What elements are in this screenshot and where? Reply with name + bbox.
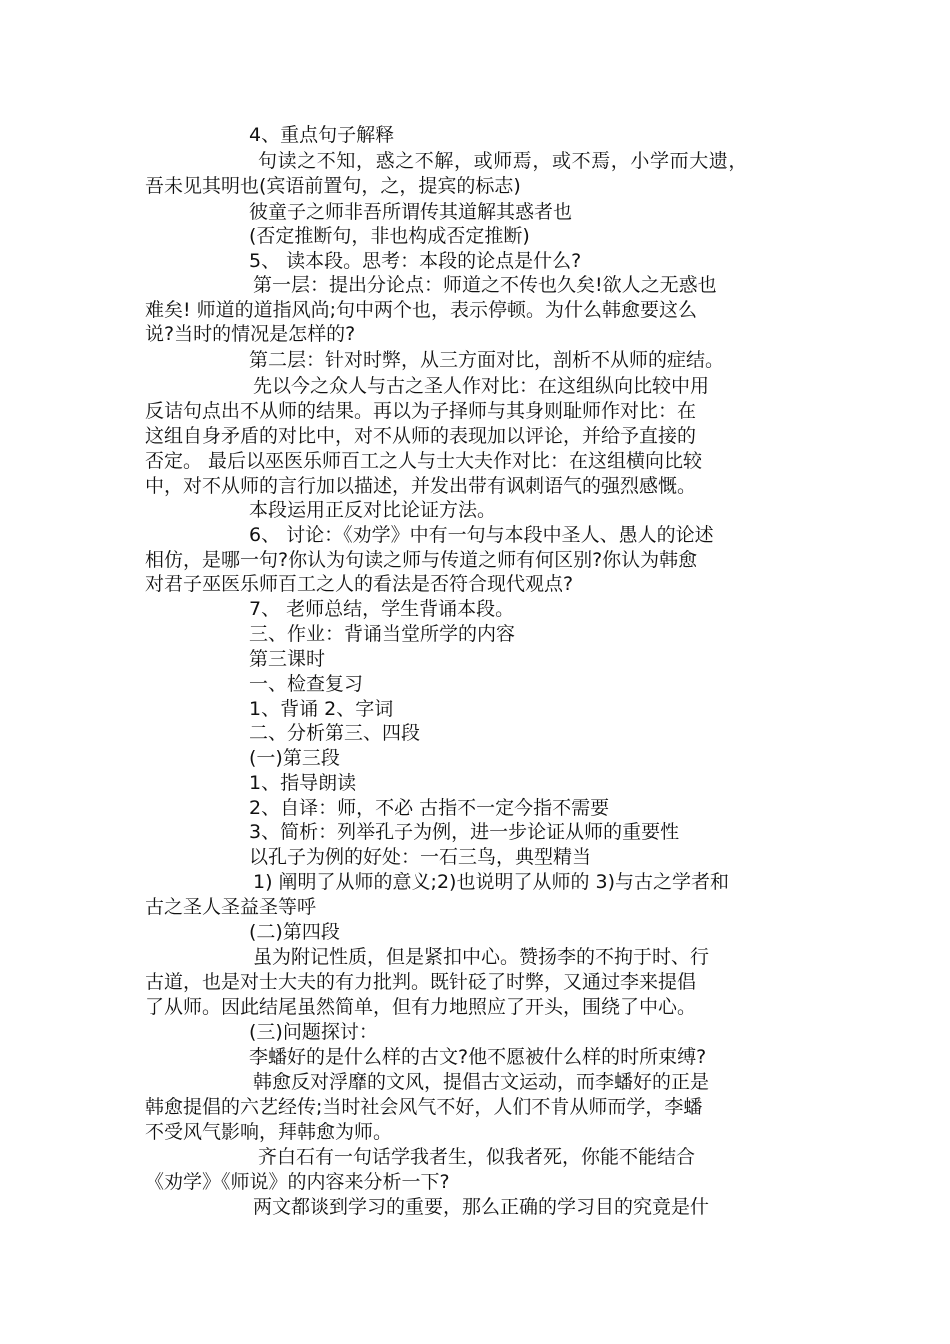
text-line: 不受风气影响，拜韩愈为师。 xyxy=(145,1121,393,1143)
text-line: 虽为附记性质，但是紧扣中心。赞扬李的不拘于时、行 xyxy=(253,946,710,968)
text-line: 《劝学》《师说》的内容来分析一下? xyxy=(145,1171,450,1193)
text-line: 齐白石有一句话学我者生，似我者死，你能不能结合 xyxy=(258,1146,696,1168)
text-line: 7、 老师总结，学生背诵本段。 xyxy=(249,598,515,620)
text-line: 二、分析第三、四段 xyxy=(249,722,421,744)
text-line: (三)问题探讨： xyxy=(249,1021,378,1043)
text-line: 第三课时 xyxy=(249,648,326,670)
text-line: 先以今之众人与古之圣人作对比：在这组纵向比较中用 xyxy=(253,375,710,397)
text-line: 4、重点句子解释 xyxy=(249,124,395,146)
text-line: 韩愈反对浮靡的文风，提倡古文运动，而李蟠好的正是 xyxy=(253,1071,710,1093)
text-line: 本段运用正反对比论证方法。 xyxy=(249,499,497,521)
text-line: 彼童子之师非吾所谓传其道解其惑者也 xyxy=(249,201,573,223)
text-line: 第一层：提出分论点：师道之不传也久矣!欲人之无惑也 xyxy=(253,274,717,296)
text-line: 两文都谈到学习的重要，那么正确的学习目的究竟是什 xyxy=(253,1196,710,1218)
text-line: 1) 阐明了从师的意义;2)也说明了从师的 3)与古之学者和 xyxy=(253,871,729,893)
text-line: 5、 读本段。思考：本段的论点是什么? xyxy=(249,250,582,272)
text-line: 说?当时的情况是怎样的? xyxy=(145,323,356,345)
text-line: (二)第四段 xyxy=(249,921,340,943)
text-line: 第二层：针对时弊，从三方面对比，剖析不从师的症结。 xyxy=(249,349,725,371)
text-line: 1、指导朗读 xyxy=(249,772,357,794)
text-line: 一、检查复习 xyxy=(249,673,364,695)
text-line: (否定推断句，非也构成否定推断) xyxy=(249,225,530,247)
text-line: 中，对不从师的言行加以描述，并发出带有讽刺语气的强烈感慨。 xyxy=(145,475,697,497)
text-line: 3、简析：列举孔子为例，进一步论证从师的重要性 xyxy=(249,821,680,843)
text-line: 三、作业：背诵当堂所学的内容 xyxy=(249,623,516,645)
text-line: 6、 讨论：《劝学》中有一句与本段中圣人、愚人的论述 xyxy=(249,524,714,546)
text-line: (一)第三段 xyxy=(249,747,340,769)
text-line: 1、背诵 2、字词 xyxy=(249,698,394,720)
text-line: 句读之不知，惑之不解，或师焉，或不焉，小学而大遗， xyxy=(258,150,749,172)
text-line: 这组自身矛盾的对比中，对不从师的表现加以评论，并给予直接的 xyxy=(145,425,697,447)
text-line: 否定。 最后以巫医乐师百工之人与士大夫作对比：在这组横向比较 xyxy=(145,450,703,472)
text-line: 李蟠好的是什么样的古文?他不愿被什么样的时所束缚? xyxy=(249,1046,707,1068)
text-line: 难矣! 师道的道指风尚;句中两个也，表示停顿。为什么韩愈要这么 xyxy=(145,299,698,321)
text-line: 韩愈提倡的六艺经传;当时社会风气不好，人们不肯从师而学，李蟠 xyxy=(145,1096,703,1118)
text-line: 相仿，是哪一句?你认为句读之师与传道之师有何区别?你认为韩愈 xyxy=(145,549,698,571)
text-line: 吾未见其明也(宾语前置句，之，提宾的标志) xyxy=(145,175,521,197)
text-line: 古道，也是对士大夫的有力批判。既针砭了时弊，又通过李来提倡 xyxy=(145,971,697,993)
text-line: 了从师。因此结尾虽然简单，但有力地照应了开头，围绕了中心。 xyxy=(145,996,697,1018)
text-line: 2、自译：师，不必 古指不一定今指不需要 xyxy=(249,797,610,819)
text-line: 古之圣人圣益圣等呼 xyxy=(145,896,317,918)
text-line: 反诘句点出不从师的结果。再以为子择师与其身则耻师作对比：在 xyxy=(145,400,697,422)
text-line: 对君子巫医乐师百工之人的看法是否符合现代观点? xyxy=(145,573,574,595)
text-line: 以孔子为例的好处：一石三鸟，典型精当 xyxy=(249,846,592,868)
